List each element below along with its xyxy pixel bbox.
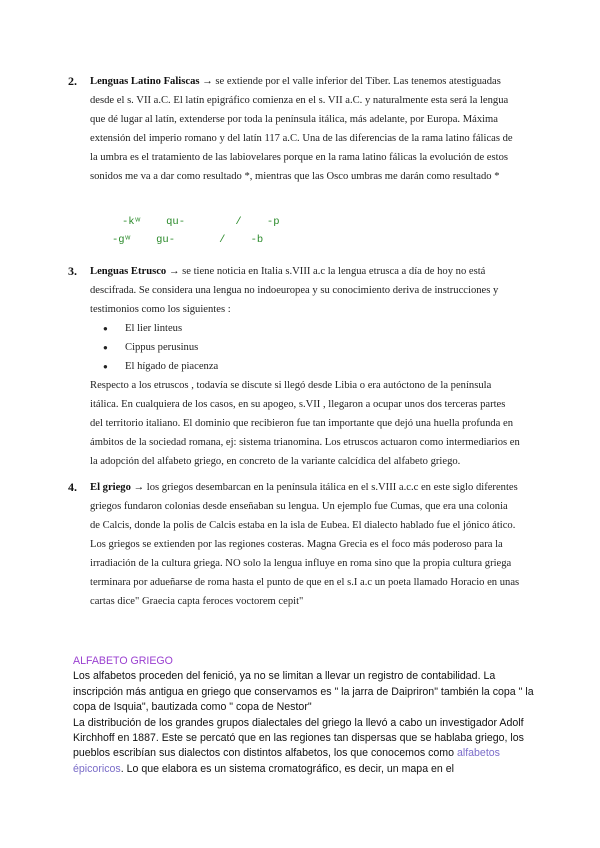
list-item-4 <box>68 478 520 611</box>
item-paragraph: Respecto a los etruscos , todavía se discute si llegó desde Libia o era autóctono de la península itálica. En cualquiera de los casos, en su apogeo, s.VII , llegaron a ocupar unos dos terceras partes del territorio italiano. El dominio que recibieron fue tan importante que dejó una huella profunda en ámbitos de la sociedad romana, ej: sistema trianomina. Los etruscos actuaron como intermediarios en la adopción del alfabeto griego, en concreto de la variante calcídica del alfabeto griego. <box>90 380 520 467</box>
bullet-list <box>90 319 520 376</box>
list-item-2 <box>68 72 520 186</box>
phonetic-row-2: -gʷ gu- / -b <box>112 234 264 246</box>
paragraph-text: . Lo que elabora es un sistema cromatográfico, es decir, un mapa en el <box>120 762 455 775</box>
section-paragraph-2 <box>73 716 543 778</box>
arrow: → <box>199 76 216 87</box>
paragraph-text: La distribución de los grandes grupos dialectales del griego la llevó a cabo un investigador Adolf Kirchhoff en 1887. Este se percató que en las regiones tan dispersas que se hablaba griego, los pueblos escribían sus dialectos con distintos alfabetos, los que conocemos como <box>73 716 524 760</box>
bullet-item: ● Cippus perusinus <box>90 338 520 357</box>
item-title: Lenguas Latino Faliscas <box>90 76 200 87</box>
item-number: 4. <box>68 480 77 494</box>
alfabetos-epicoricos-link[interactable]: alfabetos épicoricos <box>73 747 500 775</box>
bullet-item: ● El hígado de piacenza <box>90 357 520 376</box>
item-text: se extiende por el valle inferior del Tíber. Las tenemos atestiguadas desde el s. VII a.C. El latín epigráfico comienza en el s. VII a.C. y naturalmente esta será la lengua que dé lugar al latín, extenderse por toda la península itálica, más adelante, por Europa. Máxima extensión del imperio romano y del latín 117 a.C. Una de las diferencias de la rama latino fálicas de la umbra es el tratamiento de las labiovelares porque en la rama latino fálicas la evolución de estos sonidos me va a dar como resultado *, mientras que las Osco umbras me darán como resultado * <box>90 76 513 182</box>
arrow: → <box>166 266 183 277</box>
item-text: se tiene noticia en Italia s.VIII a.c la lengua etrusca a día de hoy no está descifrada. Se considera una lengua no indoeuropea y su conocimiento deriva de instrucciones y testimonios como los siguientes : <box>90 266 499 315</box>
section-paragraph-1: Los alfabetos proceden del fenició, ya no se limitan a llevar un registro de contabilidad. La inscripción más antigua en griego que conservamos es " la jarra de Daipriron" también la copa " la copa de Isquia", bautizada como " copa de Nestor" <box>73 670 534 714</box>
phonetic-row-1: -kʷ qu- / -p <box>122 216 280 228</box>
item-title: Lenguas Etrusco <box>90 266 167 277</box>
section-alfabeto-griego <box>73 654 543 777</box>
arrow: → <box>130 482 147 493</box>
item-number: 2. <box>68 74 77 88</box>
item-title: El griego <box>90 482 131 493</box>
section-title: ALFABETO GRIEGO <box>73 655 173 667</box>
item-number: 3. <box>68 264 77 278</box>
bullet-item: ● El lier linteus <box>90 319 520 338</box>
item-text: los griegos desembarcan en la península itálica en el s.VIII a.c.c en este siglo diferentes griegos fundaron colonias desde enseñaban su lengua. Un ejemplo fue Cumas, que era una colonia de Calcis, donde la polis de Calcis estaba en la isla de Eubea. El dialecto hablado fue el jónico ático. Los griegos se extienden por las regiones costeras. Magna Grecia es el foco más poderoso para la irradiación de la cultura griega. NO solo la lengua influye en roma sino que la propia cultura griega terminara por adueñarse de roma hasta el punto de que en el s.I a.c un poeta llamado Horacio en unas cartas dice" Graecia capta feroces voctorem cepit" <box>90 482 520 607</box>
list-item-3 <box>68 262 520 471</box>
